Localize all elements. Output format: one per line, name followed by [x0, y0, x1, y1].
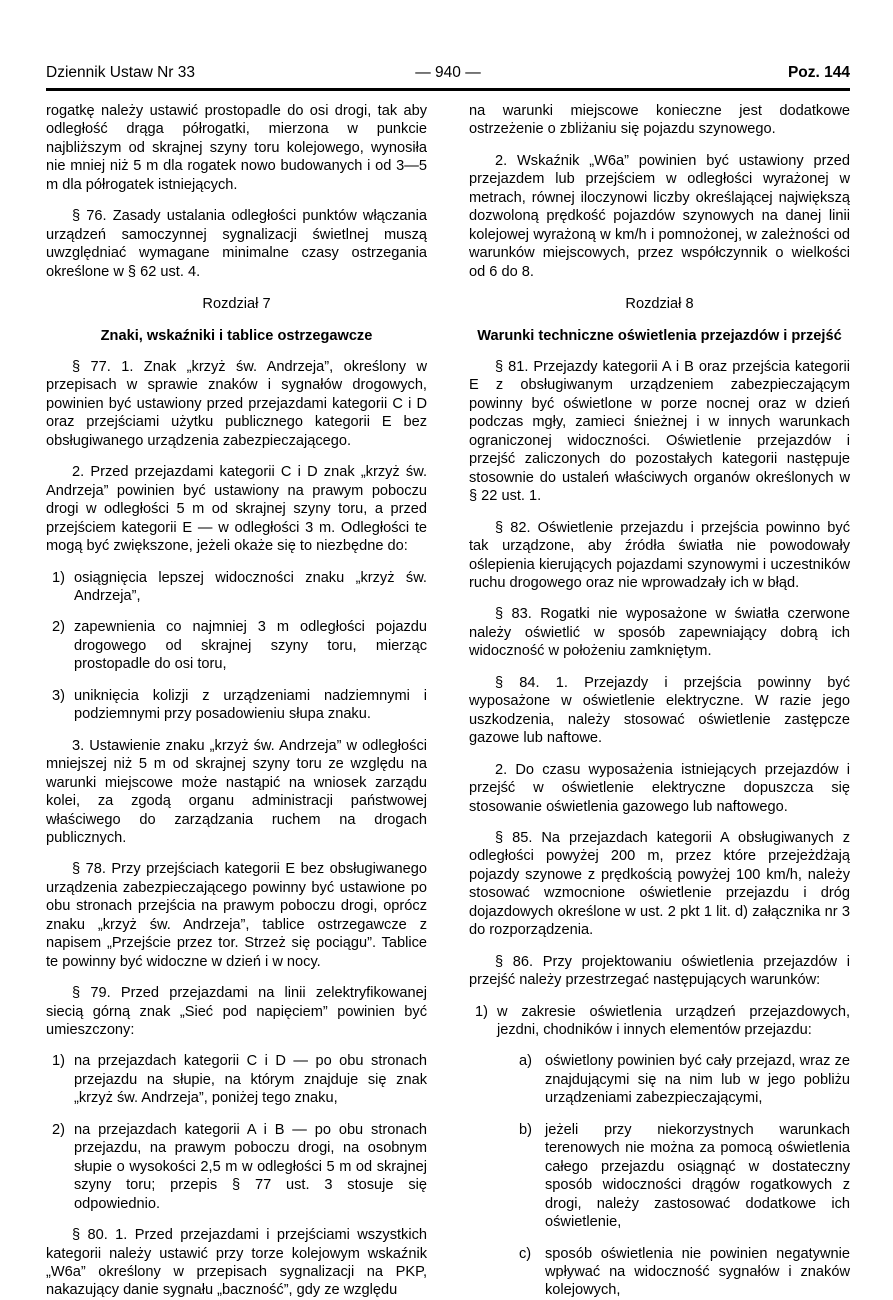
paragraph-85: § 85. Na przejazdach kategorii A obsługiwanych z odległości powyżej 200 m, przez które przejeżdżają pojazdy szynowe z prędkością powyżej 100 km/h, należy stosować wzmocnione oświetlenie przejazdu i dróg dojazdowych określone w ust. 2 pkt 1 lit. d) załącznika nr 3 do rozporządzenia. — [469, 829, 850, 939]
list-item — [46, 1121, 427, 1213]
list-marker: 1) — [52, 1053, 65, 1070]
paragraph-77-3: 3. Ustawienie znaku „krzyż św. Andrzeja” w odległości mniejszej niż 5 m od skrajnej szyny toru ze względu na warunki miejscowe może nastąpić na wniosek zarządu kolei, za zgodą organu administracji państwowej właściwego do zarządzania ruchem na drogach publicznych. — [46, 737, 427, 846]
list-item — [519, 1245, 850, 1300]
list-marker: a) — [519, 1053, 532, 1070]
paragraph-84-2: 2. Do czasu wyposażenia istniejących przejazdów i przejść w oświetlenie elektryczne dopuszcza się stosowanie oświetlenia gazowego lub naftowego. — [469, 761, 850, 815]
position-number: Poz. 144 — [787, 64, 850, 81]
paragraph-77-1: § 77. 1. Znak „krzyż św. Andrzeja”, określony w przepisach w sprawie znaków i sygnałów drogowych, powinien być ustawiony przed przejazdami kategorii C i D oraz przejściami użytku publicznego kategorii E bez obsługiwanego urządzenia zabezpieczającego. — [46, 358, 427, 449]
list-marker: c) — [519, 1245, 532, 1262]
list-item — [46, 618, 427, 673]
list-77-2 — [46, 569, 427, 724]
paragraph-86: § 86. Przy projektowaniu oświetlenia przejazdów i przejść należy przestrzegać następujących warunków: — [469, 953, 850, 989]
paragraph-82: § 82. Oświetlenie przejazdu i przejścia powinno być tak urządzone, aby źródła światła nie powodowały oślepienia kierujących pojazdami szynowymi i uczestników ruchu drogowego oraz nie wprowadzały ich w błąd. — [469, 519, 850, 591]
paragraph-77-2: 2. Przed przejazdami kategorii C i D znak „krzyż św. Andrzeja” powinien być ustawiony na prawym poboczu drogi w odległości 5 m od skrajnej szyny toru, a przed przejściem kategorii E — w odległości 3 m. Odległości te mogą być zwiększone, jeżeli okaże się to niezbędne do: — [46, 464, 427, 555]
list-item — [46, 687, 427, 724]
list-marker: 3) — [52, 687, 65, 704]
left-column — [46, 102, 427, 1299]
paragraph-79: § 79. Przed przejazdami na linii zelektryfikowanej siecią górną znak „Sieć pod napięciem” powinien być umieszczony: — [46, 985, 427, 1039]
paragraph-continued-warunki: na warunki miejscowe konieczne jest dodatkowe ostrzeżenie o zbliżaniu się pojazdu szynowego. — [469, 103, 850, 138]
paragraph-80-1: § 80. 1. Przed przejazdami i przejściami wszystkich kategorii należy ustawić przy torze kolejowym wskaźnik „W6a” określony w przepisach sygnalizacji na PKP, nakazujący danie sygnału „baczność”, gdy ze względu — [46, 1227, 427, 1299]
list-marker: 1) — [52, 569, 65, 586]
list-item-text: osiągnięcia lepszej widoczności znaku „krzyż św. Andrzeja”, — [74, 569, 427, 604]
journal-title: Dziennik Ustaw Nr 33 — [46, 64, 196, 81]
paragraph-83: § 83. Rogatki nie wyposażone w światła czerwone należy oświetlić w sposób zapewniający dobrą ich widoczność w położeniu zamkniętym. — [469, 606, 850, 660]
list-86 — [469, 1003, 850, 1300]
list-item-text: uniknięcia kolizji z urządzeniami nadziemnymi i podziemnymi przy posadowieniu słupa znaku. — [74, 687, 427, 723]
paragraph-76: § 76. Zasady ustalania odległości punktów włączania urządzeń samoczynnej sygnalizacji świetlnej muszą uwzględniać wymagane minimalne czasy ostrzegania określone w § 62 ust. 4. — [46, 208, 427, 280]
list-marker: 2) — [52, 619, 65, 636]
list-item-text: sposób oświetlenia nie powinien negatywnie wpływać na widoczność sygnałów i znaków kolejowych, — [545, 1245, 850, 1299]
chapter-title-7: Znaki, wskaźniki i tablice ostrzegawcze — [100, 327, 373, 344]
chapter-title-8: Warunki techniczne oświetlenia przejazdów i przejść — [477, 327, 842, 344]
list-item-text: w zakresie oświetlenia urządzeń przejazdowych, jezdni, chodników i innych elementów przejazdu: — [497, 1003, 850, 1039]
two-column-body — [46, 102, 850, 1299]
list-item-text: oświetlony powinien być cały przejazd, wraz ze znajdującymi się na nim lub w jego pobliżu urządzeniami zabezpieczającymi, — [545, 1053, 850, 1107]
paragraph-80-2: 2. Wskaźnik „W6a” powinien być ustawiony przed przejazdem lub przejściem w odległości wyrażonej w metrach, równej iloczynowi liczby określającej największą dozwoloną prędkość pojazdów szynowych na danej linii kolejowej wyrażoną w km/h i pomnożonej, w zależności od warunków miejscowych, przez współczynnik o wielkości od 6 do 8. — [469, 152, 850, 280]
header-divider-rule — [46, 88, 850, 91]
right-column — [469, 102, 850, 1299]
list-item-text: jeżeli przy niekorzystnych warunkach terenowych nie można za pomocą oświetlenia całego przejazdu osiągnąć w dostateczny sposób widoczności drągów rogatkowych z drogi, należy zastosować dodatkowe ich oświetlenie, — [545, 1121, 850, 1231]
paragraph-continued-rogatka: rogatkę należy ustawić prostopadle do osi drogi, tak aby odległość drąga półrogatki, mierzona w punkcie najbliższym od skrajnej szyny toru kolejowego, wynosiła nie mniej niż 5 m dla rogatek nowo budowanych i od 3—5 m dla półrogatek istniejących. — [46, 103, 427, 193]
list-79 — [46, 1052, 427, 1213]
list-marker: b) — [519, 1121, 532, 1138]
list-marker: 1) — [475, 1003, 488, 1020]
list-marker: 2) — [52, 1121, 65, 1138]
paragraph-78: § 78. Przy przejściach kategorii E bez obsługiwanego urządzenia zabezpieczającego powinny być ustawione po obu stronach przejścia na prawym poboczu drogi, oprócz znaku „krzyż św. Andrzeja”, tablice ostrzegawcze z napisem „Przejście przez tor. Strzeż się pociągu”. Tablice te powinny być widoczne w dzień i w nocy. — [46, 861, 427, 970]
list-item — [46, 1052, 427, 1107]
chapter-number-7: Rozdział 7 — [202, 296, 271, 313]
chapter-number-8: Rozdział 8 — [625, 296, 694, 313]
paragraph-84-1: § 84. 1. Przejazdy i przejścia powinny być wyposażone w oświetlenie elektryczne. W razie jego uszkodzenia, należy stosować oświetlenie zastępcze gazowe lub naftowe. — [469, 674, 850, 747]
list-item — [469, 1003, 850, 1300]
paragraph-81: § 81. Przejazdy kategorii A i B oraz przejścia kategorii E z obsługiwanym urządzeniem zabezpieczającym powinny być oświetlone w porze nocnej oraz w dzień podczas mgły, zamieci śnieżnej i w innych warunkach ograniczonej widoczności. Oświetlenie przejazdów i przejść zaliczonych do pozostałych kategorii następuje stosownie do ustaleń właściwych organów określonych w § 22 ust. 1. — [469, 358, 850, 505]
page-number: — 940 — — [415, 64, 481, 81]
list-item — [46, 569, 427, 606]
list-item-text: na przejazdach kategorii A i B — po obu stronach przejazdu, na prawym poboczu drogi, na osobnym słupie o wysokości 2,5 m w odległości 5 m od skrajnej szyny toru; przepis § 77 ust. 3 stosuje się odpowiednio. — [74, 1121, 427, 1212]
list-item — [519, 1052, 850, 1107]
list-item-text: na przejazdach kategorii C i D — po obu stronach przejazdu na słupie, na którym znajduje się znak „krzyż św. Andrzeja”, poniżej tego znaku, — [74, 1053, 427, 1107]
running-head — [46, 62, 850, 84]
list-item — [519, 1121, 850, 1232]
list-item-text: zapewnienia co najmniej 3 m odległości pojazdu drogowego od skrajnej szyny toru, mierząc prostopadle do osi toru, — [74, 619, 427, 673]
